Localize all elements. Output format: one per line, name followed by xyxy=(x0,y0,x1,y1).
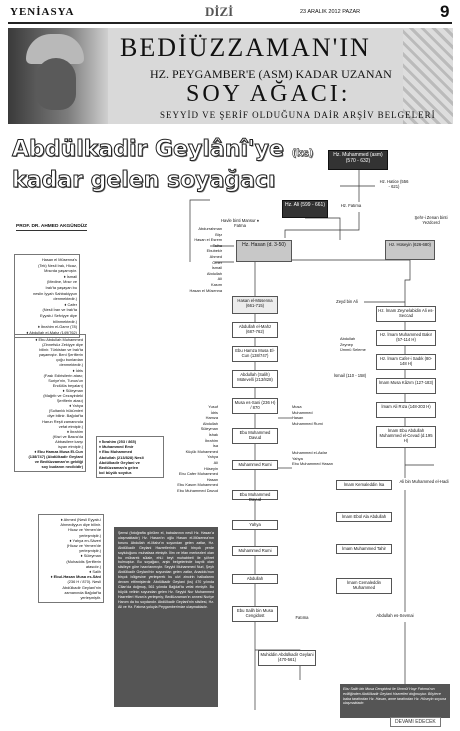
node-abdullah-salih[interactable]: Abdullah (Salih) Mütevelli (213/828) xyxy=(232,370,278,388)
note-line: ve Bediüzzaman'ın geldiği xyxy=(34,459,83,465)
list-item: Yusuf xyxy=(208,404,218,409)
node-ali-riza[interactable]: İmam Ali Rıza (148-203 H) xyxy=(376,402,436,418)
list-item: İshak xyxy=(208,431,218,437)
note-line: Endülüs beyaları) xyxy=(52,382,83,388)
list-item: Yahya xyxy=(292,455,303,461)
note-line: (Medine, Mısır ve xyxy=(46,279,77,285)
list-item: Hamza xyxy=(205,415,218,421)
note-line: çoğu bunlardan xyxy=(56,357,83,363)
note-line: (Zinnefsüz Zekiyye diye xyxy=(42,342,83,348)
note-abdullah-salih xyxy=(38,514,104,603)
section-label: DİZİ xyxy=(205,4,234,19)
list-item: İsmail xyxy=(211,265,222,271)
note-line: yerleşmiştir.) xyxy=(79,532,101,538)
list-item: Ümmü Seleme xyxy=(340,347,366,353)
note-line: ♦ Süleyman xyxy=(80,553,101,559)
note-line: Harun Reşit zamanında xyxy=(42,418,83,424)
node-ebul-ala[interactable]: İmam Ebül Ala Abdullah xyxy=(336,512,392,522)
continued-label: DEVAMI EDECEK xyxy=(390,717,441,727)
note-line: ♦ İbrahim (253 / 865) xyxy=(99,439,137,444)
list-musa-sani-sons xyxy=(292,404,342,426)
note-line: denmektedir.) xyxy=(53,296,77,302)
note-line: ♦ Yahya en-Sâveri xyxy=(69,537,101,543)
node-cengidost[interactable]: Ebu Salih bin Musa Cengidost xyxy=(232,606,278,622)
note-line: ♦ Cafer xyxy=(64,301,77,307)
list-item: Ahmed xyxy=(209,253,222,259)
note-line: (Hicaz ve Yemen'de xyxy=(66,543,101,549)
node-musa-kazim[interactable]: İmam Musa Kâzım (127-183) xyxy=(376,378,436,394)
list-item: Ali xyxy=(213,459,218,465)
note-line: (Mağrib ve Cezayirdeki xyxy=(43,393,83,399)
node-hz-hasan[interactable]: Hz. Hasan (d. 3-50) xyxy=(236,240,292,262)
title-ks: (ks) xyxy=(291,148,314,159)
list-item: Musa xyxy=(292,404,302,409)
node-cemaleddin[interactable]: İmam Cemaleddin Muhammed xyxy=(336,578,392,594)
title-line-1: Abdülkadir Geylânî'ye xyxy=(12,137,284,162)
page-number: 9 xyxy=(440,2,450,21)
note-line: Mısırda yaşamıştır. xyxy=(44,268,77,274)
note-line: Ahmediyyun diye bilinir. xyxy=(60,522,101,528)
node-tahir[interactable]: İmam Muhammed Tahir xyxy=(336,544,392,554)
note-line: ♦ Ebu Hamza Musa El-Cun xyxy=(34,449,83,455)
info-box: Ebu Salih bin Musa Cengidost ile Ümmül Hayr Fatıma'nın evliliğinden Abdülkadir Geylani Hazretleri doğmuştur. Böylece baba tarafından Hz. Hasan, anne tarafından Hz. Hüseyin soyuna ulaşmaktadır. xyxy=(340,684,450,718)
note-line: Abdülkadir Geylani'nin xyxy=(62,584,101,590)
node-davud-2[interactable] xyxy=(232,490,278,500)
note-line: (Kisri ve Basra'da xyxy=(52,433,83,439)
node-muhammed-rumi[interactable]: Muhammed Rumi xyxy=(232,460,278,470)
node-hasan-musenna[interactable]: Hasan el-Müsenna (661-715) xyxy=(232,296,278,314)
list-item: Bişr xyxy=(215,231,222,237)
note-line: ♦ İbrahim el-Gamr (78) xyxy=(37,324,77,330)
node-hz-ali[interactable]: Hz. Ali (599 - 661) xyxy=(282,200,328,218)
node-bakir[interactable]: Hz. İmam Muhammed Bakır (57-114 H) xyxy=(376,330,436,346)
banner-subtitle: HZ. PEYGAMBER'E (ASM) KADAR UZANAN xyxy=(150,67,392,81)
note-line: Hasan el Müsenna's xyxy=(41,257,77,262)
note-line: Abdullah (213/828) Nesli xyxy=(99,454,144,460)
note-line: Hicaz ve Yemen'de xyxy=(68,527,101,533)
list-item: Abdullah xyxy=(206,270,222,276)
list-item: Muhammed Rumi xyxy=(292,420,323,426)
node-davud[interactable]: Ebu Muhammed Davud xyxy=(232,428,278,444)
note-line: Bediüzzaman'a gelen xyxy=(99,465,139,471)
node-abdullah-mahz[interactable]: Abdullah el-Mahz (687-762) xyxy=(232,322,278,338)
note-line: yerleşmiştir. xyxy=(80,595,101,601)
node-fatima-2[interactable]: Fatıma xyxy=(290,614,314,624)
list-item: Yahya xyxy=(207,454,218,460)
node-sehri-zenan[interactable]: Şehr-i Zenan binti Yezdcerd xyxy=(410,214,452,228)
note-line: ♦ İsmail xyxy=(63,273,77,279)
note-line: ♦ Ebul-Hasan Musa es-Sâni xyxy=(50,574,101,580)
note-line: (Sultanlık hükümleri xyxy=(48,408,83,414)
node-muhammed-3[interactable] xyxy=(232,546,278,556)
note-line: ♦ Abdullah el-Mahz (149/762) xyxy=(26,329,77,335)
note-line: ♦ Salih xyxy=(89,569,101,575)
node-zeyd[interactable]: Zeyd bin Ali xyxy=(330,298,364,308)
note-line: ♦ Ebu Abdullah Muhammed xyxy=(35,337,83,342)
list-item: İbrahim xyxy=(205,437,218,443)
node-ismail[interactable]: İsmail (110 - 158) xyxy=(330,372,370,382)
node-musa-sani[interactable]: Musa es-Sani (236 H) / 870 xyxy=(232,398,278,414)
note-line: soy budanın necibidir) xyxy=(41,464,83,470)
author-byline: PROF. DR. AHMED AKGÜNDÜZ xyxy=(16,224,88,229)
node-abdullah-sevmai[interactable]: Abdullah es-Sevmai xyxy=(360,612,430,622)
note-line: yaşamıştır. Beni Şeriflerin xyxy=(38,352,83,358)
note-line: Irak'ta yaşayan bu xyxy=(45,284,77,290)
list-item: Ebu Cafer Muhammed xyxy=(178,471,218,477)
note-line: (236 H / 870). Nesli xyxy=(67,579,101,585)
note-line: bilinir. Türkistan ve Irak'ta xyxy=(39,347,83,353)
node-musa-cun[interactable]: Ebu Hamza Musa El-Cun (138/747) xyxy=(232,346,278,362)
list-rumi-sons xyxy=(292,450,348,467)
list-zeyn-children xyxy=(340,336,376,353)
node-yahya[interactable]: Yahya xyxy=(232,520,278,530)
list-item: Küçük Muhammed xyxy=(185,448,218,454)
note-line: ♦ Süleyman xyxy=(62,387,83,393)
list-item: Hüseyin xyxy=(203,465,218,471)
list-item: Ebu Muhammed Davud xyxy=(177,487,218,493)
list-item: İsa xyxy=(212,443,218,449)
note-line: atasıdır.) xyxy=(85,563,101,569)
list-item: Hasan el Esrem xyxy=(194,237,222,243)
banner-caption: SEYYİD VE ŞERİF OLDUĞUNA DAİR ARŞİV BELGELERİ xyxy=(160,110,436,120)
list-item: Abdullah xyxy=(340,336,356,341)
list-item: Talha xyxy=(212,242,222,248)
node-kemaleddin[interactable]: İmam Kemaleddin İsa xyxy=(336,480,392,490)
note-line: ♦ İdris xyxy=(72,367,83,373)
list-item: Abdurrahman xyxy=(198,226,222,231)
note-line: ♦ İbrahim xyxy=(66,428,83,434)
note-line: Abbasilere karşı xyxy=(55,438,83,444)
node-ali-hadi[interactable]: Ali bin Muhammed el-Hadi xyxy=(392,478,456,490)
list-item: Zeynep xyxy=(340,341,353,347)
node-davud-2-label: Ebu Muhammed Davud xyxy=(239,492,271,502)
article-body: Şemsi (fotoğrafta görülen el, babalarının nesli Hz. Hasan'a ulaşmaktadır) Hz. Hasan'ın oğlu Hasan el-Müsenna'nın torunu Abdullah el-Mahz'ın soyundan gelen zatlar, Hz. Abdülkadir Geylani Hazretlerinin nesli birçok yerde soyluluğunu muhafaza etmiştir. İlim ve irfan merkezleri olan bu mübarek sülale, ehl-i beyt muhabbeti ile şöhret bulmuştur. Bu soyağacı, arşiv belgelerinde kayıtlı olan silsileye göre hazırlanmıştır. Seyyid Muhammed Nuri, Şeyh Abdülkadir Geylani'nin soyundan gelen zatlar, Anadolu'nun birçok bölgesine yerleşerek bu ulvi zincirin halkalarını devam ettirmişlerdir. Abdülkadir Geylani (ks) 470 yılında Cîlan'da doğmuş, 561 yılında Bağdat'ta vefat etmiştir. Bu büyük velinin soyundan gelen Hz. Seyyid Nur Muhammed Hazretleri Hizan'a yerleşmiş; Bediüzzaman'ın annesi Nuriye Hanım da bu soydandır. Abdülkadir Geylani'nin silsilesi, Hz. Ali ve Hz. Fatıma yoluyla Peygamberimize ulaşmaktadır. xyxy=(114,527,218,707)
list-item: Hasan xyxy=(206,476,218,482)
node-havle[interactable]: Havle binti Mansur ♦ Fatma xyxy=(216,217,264,231)
note-line: ♦ Muhammed Emir xyxy=(99,444,134,450)
note-line: yerleşmiştir.) xyxy=(79,548,101,554)
node-hz-huseyin[interactable]: Hz. Hüseyin (626-680) xyxy=(385,240,435,260)
note-line: ♦ Ebu Muhammed xyxy=(99,449,133,455)
list-item: Ebu Muhammed Hasan xyxy=(292,461,333,467)
note-line: (Faslı Edirisilerin atası; xyxy=(43,372,83,378)
note-abdullah-mahz xyxy=(14,334,86,472)
node-zeynelabidin[interactable]: Hz. İmam Zeynelabidin Ali es-Seccad xyxy=(376,306,436,322)
note-line: isyan etmiştir.) xyxy=(58,443,83,449)
list-davud-sons xyxy=(160,404,218,494)
note-line: (138/747) (Abdülkadir Geylani xyxy=(28,454,83,460)
banner-title-2: SOY AĞACI: xyxy=(186,81,351,107)
note-line: Şeriflerin atası) xyxy=(56,398,83,404)
note-line: (Tek) Nesli Irak, Hicaz, xyxy=(38,262,77,268)
list-hasan-sons xyxy=(178,226,222,293)
list-item: Kasım xyxy=(210,281,222,287)
banner-title: BEDİÜZZAMAN'IN xyxy=(120,33,371,62)
node-cevad[interactable]: İmam Ebu Abdullah Muhammed el-Cevad (d.195 H) xyxy=(376,426,436,448)
node-cafer-sadik[interactable]: Hz. İmam Cafer-i Sadık (80-148 H) xyxy=(376,354,436,370)
note-line: (Muhaddis Şeriflerin xyxy=(66,558,101,564)
list-item: Muhammed el-Asfar xyxy=(292,450,328,455)
note-line: kol büyük soydur. xyxy=(99,470,133,476)
note-line: neslin İyyah Sahbakiyyun xyxy=(33,290,77,296)
node-hz-fatima[interactable]: Hz. Fatıma xyxy=(336,202,366,212)
note-line: zamanında Bağdat'ta xyxy=(64,589,101,595)
list-item: Hasan el Müsenna xyxy=(189,287,222,293)
list-item: Ebubekir xyxy=(206,248,222,254)
title-line-2: kadar gelen soyağacı xyxy=(12,168,276,193)
dateline: 23 ARALIK 2012 PAZAR xyxy=(300,9,361,15)
note-line: Suriye'nin, Tunus'un xyxy=(48,377,83,383)
node-geylani[interactable]: Muhiddin Abdülkadir Geylani (470-561) xyxy=(258,650,316,666)
node-hz-hatice[interactable]: Hz. Hatice (556 - 621) xyxy=(378,178,410,192)
note-line: Eyyab-i Sefviyye diye bilinmektedir.) xyxy=(40,312,77,324)
list-item: Muhammed xyxy=(292,409,313,415)
note-line: diye bilinir. Bağdat'ta xyxy=(47,413,83,419)
list-item: Abdullah xyxy=(202,420,218,426)
node-abdullah[interactable]: Abdullah xyxy=(232,574,278,584)
list-item: Hasan xyxy=(292,415,304,421)
list-item: Ali xyxy=(217,276,222,282)
newspaper-masthead: YENİASYA xyxy=(10,6,75,18)
note-line: ♦ Yahya xyxy=(69,403,83,409)
list-item: Ebu Kasım Muhammed xyxy=(177,482,218,488)
list-item: Ömer xyxy=(212,259,222,265)
node-hz-muhammed[interactable]: Hz. Muhammed (asm) (570 - 632) xyxy=(328,150,388,170)
note-musa-cun xyxy=(96,436,164,478)
list-item: Süleyman xyxy=(200,426,218,432)
node-muhammed-3-label: Muhammed Rumi xyxy=(238,548,272,553)
note-line: Abdülkadir Geylani ve xyxy=(99,459,140,465)
note-line: ♦ Ahmed (Nesli Eyyab-i xyxy=(60,517,101,522)
note-hasan-musenna xyxy=(14,254,80,338)
list-item: İdris xyxy=(210,409,218,415)
note-line: (Nesli İran ve Irak'ta xyxy=(42,307,77,313)
note-line: denmektedir.) xyxy=(59,362,83,368)
note-line: vefat etmiştir.) xyxy=(58,423,83,429)
